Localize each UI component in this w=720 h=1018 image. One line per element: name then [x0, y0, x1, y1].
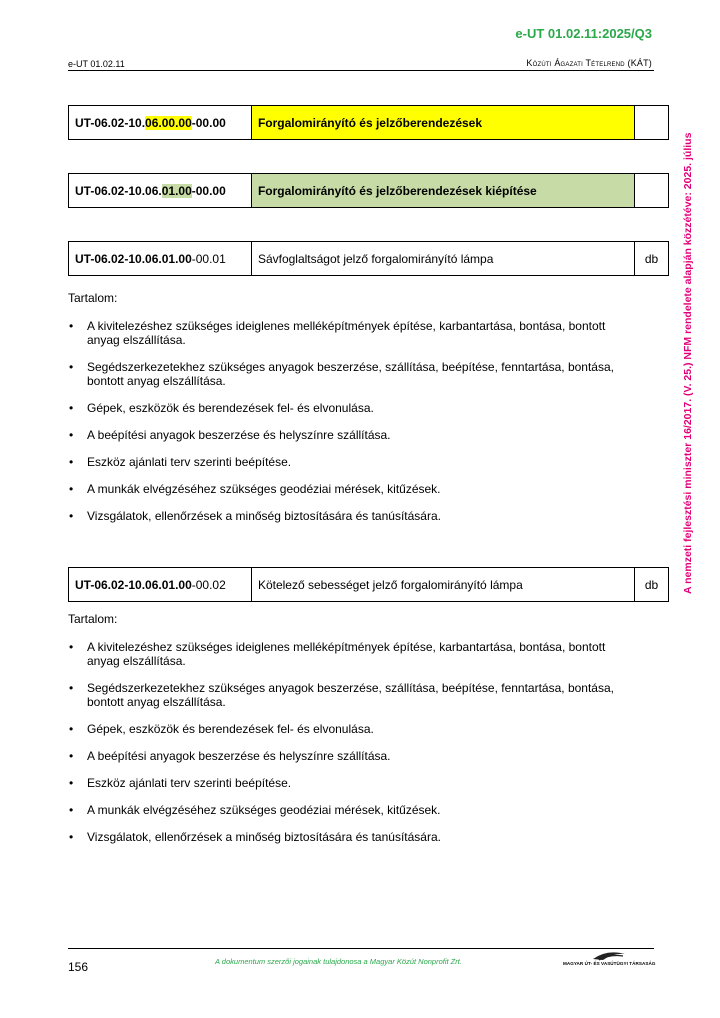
item-title-cell: Kötelező sebességet jelző forgalomirányító lámpa [251, 568, 634, 602]
code-suffix: -00.00 [191, 115, 226, 130]
list-item: • A beépítési anyagok beszerzése és helyszínre szállítása. [68, 428, 628, 442]
item-code-cell [69, 242, 252, 276]
copyright-notice: A dokumentum szerzői jogainak tulajdonosa a Magyar Közút Nonprofit Zrt. [215, 957, 462, 966]
header-right-text: Közúti Ágazati Tételrend (KÁT) [526, 58, 652, 68]
list-item: • Segédszerkezetekhez szükséges anyagok beszerzése, szállítása, beépítése, fenntartása, bontása, bontott anyag elszállítása. [68, 681, 628, 709]
item-code-table [68, 567, 669, 602]
content-label: Tartalom: [68, 291, 118, 305]
item-code-bold: UT-06.02-10.06.01.00 [75, 251, 192, 266]
item-title-cell: Sávfoglaltságot jelző forgalomirányító lámpa [251, 242, 634, 276]
table-row [69, 242, 669, 276]
item-code-bold: UT-06.02-10.06.01.00 [75, 577, 192, 592]
table-row [69, 568, 669, 602]
list-item: • A munkák elvégzéséhez szükséges geodéziai mérések, kitűzések. [68, 803, 628, 817]
side-publication-note: A nemzeti fejlesztési miniszter 16/2017. (V. 25.) NFM rendelete alapján közzétéve: 2025. július [682, 132, 694, 594]
list-item: • A beépítési anyagok beszerzése és helyszínre szállítása. [68, 749, 628, 763]
code-suffix: -00.00 [191, 183, 226, 198]
code-highlight: 06.00.00 [145, 115, 192, 130]
item-code-cell [69, 568, 252, 602]
item-unit-cell: db [635, 568, 669, 602]
subgroup-title-cell: Forgalomirányító és jelzőberendezések kiépítése [251, 174, 634, 208]
code-prefix: UT-06.02-10.06. [75, 183, 162, 198]
page-number: 156 [68, 960, 89, 974]
list-item: • Eszköz ajánlati terv szerinti beépítése. [68, 455, 628, 469]
item-unit-cell: db [635, 242, 669, 276]
table-row [69, 106, 669, 140]
document-code: e-UT 01.02.11:2025/Q3 [515, 26, 652, 41]
item-code-table [68, 241, 669, 276]
list-item: • Eszköz ajánlati terv szerinti beépítése. [68, 776, 628, 790]
list-item: • Segédszerkezetekhez szükséges anyagok beszerzése, szállítása, beépítése, fenntartása, bontása, bontott anyag elszállítása. [68, 360, 628, 388]
list-item: • Gépek, eszközök és berendezések fel- és elvonulása. [68, 722, 628, 736]
code-prefix: UT-06.02-10. [75, 115, 146, 130]
group-code-cell [69, 106, 252, 140]
list-item: • A kivitelezéshez szükséges ideiglenes melléképítmények építése, karbantartása, bontása, bontott anyag elszállítása. [68, 640, 628, 668]
content-label: Tartalom: [68, 612, 118, 626]
content-bullet-list [68, 319, 628, 536]
subgroup-code-table [68, 173, 669, 208]
header-left-text: e-UT 01.02.11 [68, 59, 125, 69]
header-divider [68, 70, 654, 71]
organization-logo-text: MAGYAR ÚT- ÉS VASÚTÜGYI TÁRSASÁG [563, 961, 656, 966]
list-item: • Vizsgálatok, ellenőrzések a minőség biztosítására és tanúsítására. [68, 830, 628, 844]
list-item: • Gépek, eszközök és berendezések fel- és elvonulása. [68, 401, 628, 415]
item-code-rest: -00.01 [191, 251, 226, 266]
list-item: • A kivitelezéshez szükséges ideiglenes melléképítmények építése, karbantartása, bontása, bontott anyag elszállítása. [68, 319, 628, 347]
group-code-table [68, 105, 669, 140]
list-item: • Vizsgálatok, ellenőrzések a minőség biztosítására és tanúsítására. [68, 509, 628, 523]
item-code-rest: -00.02 [191, 577, 226, 592]
group-unit-cell [635, 106, 669, 140]
footer-divider [68, 948, 654, 949]
group-title-cell: Forgalomirányító és jelzőberendezések [251, 106, 634, 140]
table-row [69, 174, 669, 208]
subgroup-code-cell [69, 174, 252, 208]
subgroup-unit-cell [635, 174, 669, 208]
code-highlight: 01.00 [161, 183, 192, 198]
content-bullet-list [68, 640, 628, 857]
list-item: • A munkák elvégzéséhez szükséges geodéziai mérések, kitűzések. [68, 482, 628, 496]
